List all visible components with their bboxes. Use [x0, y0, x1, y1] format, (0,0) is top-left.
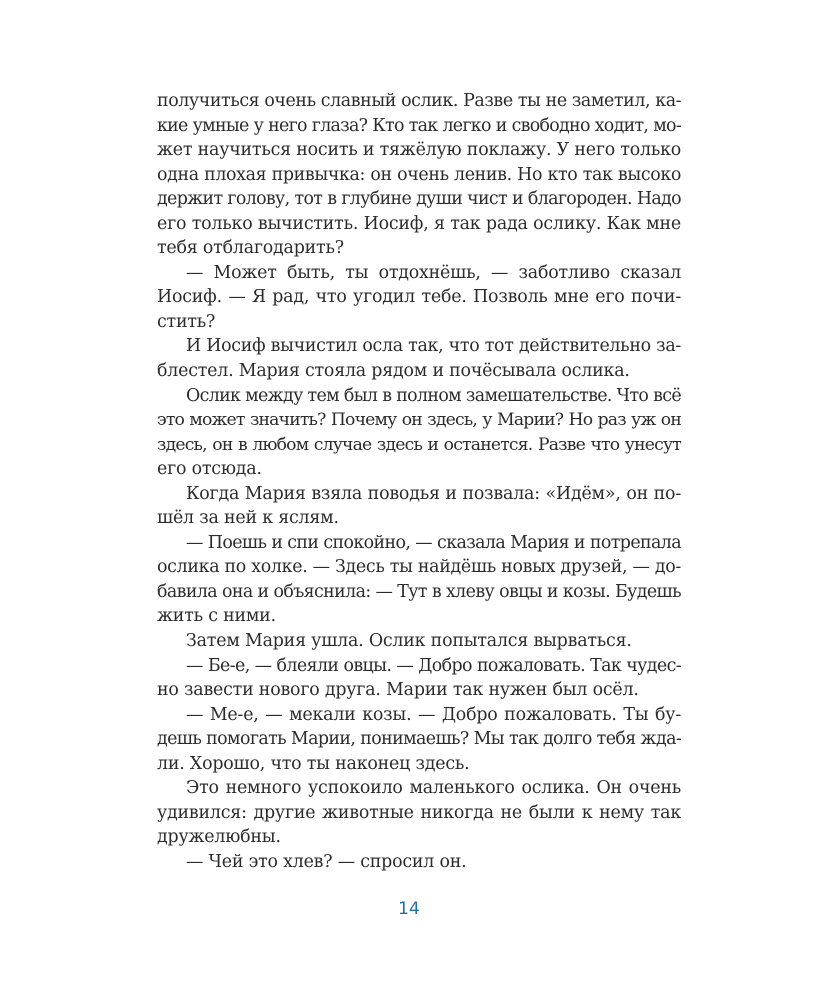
paragraph: [157, 89, 681, 261]
paragraph: [157, 629, 681, 654]
text-line: кие умные у него глаза? Кто так легко и свободно ходит, мо-: [157, 115, 681, 136]
text-line: дешь помогать Марии, понимаешь? Мы так долго тебя жда-: [157, 729, 682, 750]
text-line: Затем Мария ушла. Ослик попытался вырваться.: [186, 631, 632, 652]
text-line: жить с ними.: [157, 606, 276, 627]
text-line: Ослик между тем был в полном замешательстве. Что всё: [186, 385, 681, 406]
paragraph: [157, 703, 681, 777]
text-line: — Поешь и спи спокойно, — сказала Мария и потрепала: [186, 532, 681, 553]
text-line: Это немного успокоило маленького ослика. Он очень: [186, 778, 681, 799]
text-line: его отсюда.: [157, 459, 262, 480]
text-line: — Бе-е, — блеяли овцы. — Добро пожаловать. Так чудес-: [186, 655, 681, 676]
text-line: дружелюбны.: [157, 827, 281, 848]
text-line: одна плохая привычка: он очень ленив. Но кто так высоко: [157, 164, 681, 185]
text-line: бавила она и объяснила: — Тут в хлеву овцы и козы. Будешь: [157, 581, 681, 602]
paragraph: [157, 531, 681, 629]
text-line: удивился: другие животные никогда не были к нему так: [157, 802, 681, 823]
text-line: но завести нового друга. Марии так нужен был осёл.: [157, 680, 639, 701]
paragraph: [157, 482, 681, 531]
text-line: Иосиф. — Я рад, что угодил тебе. Позволь мне его почи-: [157, 287, 681, 308]
text-line: здесь, он в любом случае здесь и останется. Разве что унесут: [157, 434, 681, 455]
text-line: Когда Мария взяла поводья и позвала: «Идём», он по-: [186, 483, 681, 504]
paragraph: [157, 654, 681, 703]
text-line: это может значить? Почему он здесь, у Марии? Но раз уж он: [157, 410, 681, 431]
text-line: — Ме-е, — мекали козы. — Добро пожаловать. Ты бу-: [186, 704, 681, 725]
paragraph: [157, 776, 681, 850]
text-line: блестел. Мария стояла рядом и почёсывала ослика.: [157, 361, 630, 382]
body-text: [157, 89, 681, 875]
paragraph: [157, 850, 681, 875]
text-line: ли. Хорошо, что ты наконец здесь.: [157, 753, 470, 774]
text-line: тебя отблагодарить?: [157, 238, 344, 259]
text-line: И Иосиф вычистил осла так, что тот действительно за-: [186, 336, 681, 357]
text-line: ослика по холке. — Здесь ты найдёшь новых друзей, — до-: [157, 557, 681, 578]
text-line: его только вычистить. Иосиф, я так рада ослику. Как мне: [157, 213, 681, 234]
text-line: — Чей это хлев? — спросил он.: [186, 851, 467, 872]
text-line: жет научиться носить и тяжёлую поклажу. У него только: [157, 140, 682, 161]
paragraph: [157, 261, 681, 335]
text-line: стить?: [157, 311, 216, 332]
text-line: — Может быть, ты отдохнёшь, — заботливо сказал: [186, 262, 681, 283]
text-line: получиться очень славный ослик. Разве ты не заметил, ка-: [157, 91, 682, 111]
paragraph: [157, 334, 681, 383]
paragraph: [157, 384, 681, 482]
text-line: держит голову, тот в глубине души чист и благороден. Надо: [157, 189, 681, 210]
text-line: шёл за ней к яслям.: [157, 508, 339, 529]
page-number: 14: [398, 899, 420, 919]
